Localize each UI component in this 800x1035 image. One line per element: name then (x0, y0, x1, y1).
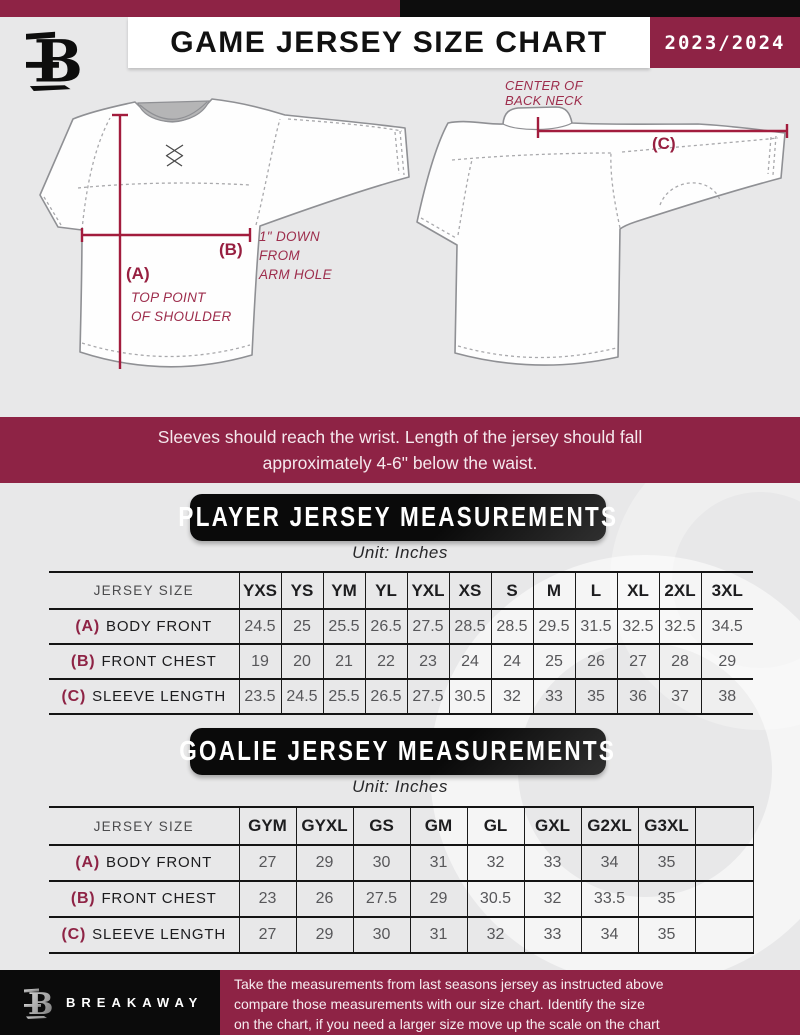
fit-guidance-banner (0, 417, 800, 483)
measurement-cell: 28.5 (491, 609, 533, 644)
goalie-section-bar (179, 728, 617, 775)
measurement-cell: 22 (365, 644, 407, 679)
measurement-cell: 27 (239, 917, 296, 953)
goalie-section-title: GOALIE JERSEY MEASUREMENTS (179, 735, 617, 767)
measurement-cell: 35 (575, 679, 617, 714)
measure-a-label: (A) (126, 264, 150, 283)
empty-cell (695, 917, 753, 953)
season-label: 2023/2024 (664, 31, 786, 54)
measurement-cell: 29 (296, 917, 353, 953)
page-title-box (128, 17, 650, 68)
measurement-cell: 34 (581, 845, 638, 881)
measurement-cell: 28.5 (449, 609, 491, 644)
page-title: GAME JERSEY SIZE CHART (170, 25, 608, 59)
size-col-header: GYM (239, 807, 296, 845)
footer-note-line: Take the measurements from last seasons jersey as instructed above (234, 976, 664, 992)
table-row (49, 881, 753, 917)
table-row (49, 609, 753, 644)
measurement-cell: 30 (353, 845, 410, 881)
measurement-cell: 31 (410, 845, 467, 881)
breakaway-logo-icon (26, 25, 88, 95)
table-row (49, 679, 753, 714)
back-jersey-diagram (398, 80, 792, 380)
measurement-cell: 33 (524, 917, 581, 953)
breakaway-logo-icon (24, 983, 56, 1023)
empty-cell (695, 881, 753, 917)
measurement-cell: 35 (638, 881, 695, 917)
player-unit-label: Unit: Inches (352, 543, 448, 562)
measurement-cell: 32 (467, 917, 524, 953)
size-col-header: YXS (239, 572, 281, 609)
measurement-cell: 26 (575, 644, 617, 679)
table-row (49, 845, 753, 881)
measurement-cell: 32.5 (617, 609, 659, 644)
footer-brand-box (0, 970, 220, 1035)
measurement-cell: 30.5 (467, 881, 524, 917)
measurement-cell: 27.5 (353, 881, 410, 917)
svg-text:B: B (28, 986, 54, 1022)
measurement-cell: 34.5 (701, 609, 753, 644)
measurement-cell: 25 (533, 644, 575, 679)
measurement-cell: 31 (410, 917, 467, 953)
measurement-cell: 28 (659, 644, 701, 679)
size-col-header: GYXL (296, 807, 353, 845)
measurement-cell: 26.5 (365, 609, 407, 644)
size-col-header: YM (323, 572, 365, 609)
table-row (49, 917, 753, 953)
table-header-row (49, 572, 753, 609)
measurement-cell: 29 (296, 845, 353, 881)
measurement-cell: 27 (239, 845, 296, 881)
footer-note-line: compare those measurements with our size chart. Identify the size (234, 996, 645, 1012)
measurement-cell: 32.5 (659, 609, 701, 644)
measurement-cell: 27 (617, 644, 659, 679)
size-col-header: XL (617, 572, 659, 609)
footer-note-box (220, 970, 800, 1035)
row-label: (C) SLEEVE LENGTH (61, 926, 226, 943)
brand-name: BREAKAWAY (66, 995, 204, 1010)
measurement-cell: 25.5 (323, 679, 365, 714)
size-col-header: S (491, 572, 533, 609)
measurement-cell: 32 (491, 679, 533, 714)
player-measurements-table (49, 571, 753, 715)
measurement-cell: 26 (296, 881, 353, 917)
measurement-cell: 23.5 (239, 679, 281, 714)
measurement-cell: 23 (239, 881, 296, 917)
measurement-cell: 30 (353, 917, 410, 953)
top-accent-strip-black (400, 0, 800, 17)
measurement-cell: 25 (281, 609, 323, 644)
player-section-title: PLAYER JERSEY MEASUREMENTS (178, 501, 618, 533)
size-header-label: JERSEY SIZE (93, 818, 194, 834)
measurement-cell: 26.5 (365, 679, 407, 714)
measurement-cell: 33.5 (581, 881, 638, 917)
size-col-header: GS (353, 807, 410, 845)
measurement-cell: 24 (449, 644, 491, 679)
row-label: (B) FRONT CHEST (70, 652, 217, 670)
measurement-cell: 29.5 (533, 609, 575, 644)
empty-col (695, 807, 753, 845)
row-label: (B) FRONT CHEST (70, 890, 217, 907)
measurement-cell: 21 (323, 644, 365, 679)
svg-text:B: B (33, 26, 83, 95)
size-col-header: YS (281, 572, 323, 609)
measurement-cell: 20 (281, 644, 323, 679)
size-col-header: 2XL (659, 572, 701, 609)
measurement-cell: 38 (701, 679, 753, 714)
measurement-cell: 34 (581, 917, 638, 953)
empty-cell (695, 845, 753, 881)
size-col-header: M (533, 572, 575, 609)
size-col-header: L (575, 572, 617, 609)
measurement-cell: 31.5 (575, 609, 617, 644)
row-label: (C) SLEEVE LENGTH (61, 687, 226, 705)
measurement-cell: 35 (638, 845, 695, 881)
measurement-cell: 32 (467, 845, 524, 881)
measurement-cell: 33 (524, 845, 581, 881)
size-col-header: XS (449, 572, 491, 609)
size-col-header: YL (365, 572, 407, 609)
size-col-header: G3XL (638, 807, 695, 845)
measurement-cell: 35 (638, 917, 695, 953)
measurement-cell: 33 (533, 679, 575, 714)
table-header-row (49, 807, 753, 845)
size-col-header: YXL (407, 572, 449, 609)
size-col-header: 3XL (701, 572, 753, 609)
measurement-cell: 29 (410, 881, 467, 917)
measure-b-label: (B) (219, 240, 243, 259)
measurement-cell: 24 (491, 644, 533, 679)
season-badge (650, 17, 800, 68)
measurement-cell: 25.5 (323, 609, 365, 644)
size-col-header: GM (410, 807, 467, 845)
table-row (49, 644, 753, 679)
measurement-cell: 23 (407, 644, 449, 679)
goalie-unit-label: Unit: Inches (352, 777, 448, 796)
measure-c-label: (C) (652, 134, 676, 153)
measurement-cell: 29 (701, 644, 753, 679)
measurement-cell: 27.5 (407, 679, 449, 714)
fit-guidance-text: Sleeves should reach the wrist. Length of the jersey should fall approximately 4-6" below the waist. (157, 426, 643, 473)
size-col-header: GXL (524, 807, 581, 845)
measurement-cell: 27.5 (407, 609, 449, 644)
measurement-cell: 32 (524, 881, 581, 917)
top-accent-strip-maroon (0, 0, 400, 17)
measurement-cell: 24.5 (239, 609, 281, 644)
size-col-header: GL (467, 807, 524, 845)
goalie-measurements-table (49, 806, 754, 954)
size-header-label: JERSEY SIZE (93, 583, 194, 598)
measurement-cell: 30.5 (449, 679, 491, 714)
arm-hole-note: 1" DOWN FROM ARM HOLE (259, 229, 332, 282)
row-label: (A) BODY FRONT (75, 854, 213, 871)
footer-note-line: on the chart, if you need a larger size move up the scale on the chart (234, 1016, 660, 1032)
row-label: (A) BODY FRONT (75, 617, 213, 635)
measurement-cell: 19 (239, 644, 281, 679)
center-back-neck-note: CENTER OF BACK NECK (505, 78, 583, 108)
size-col-header: G2XL (581, 807, 638, 845)
player-section-bar (178, 494, 618, 541)
shoulder-note: TOP POINT OF SHOULDER (131, 290, 232, 324)
measurement-cell: 36 (617, 679, 659, 714)
measurement-cell: 37 (659, 679, 701, 714)
measurement-cell: 24.5 (281, 679, 323, 714)
